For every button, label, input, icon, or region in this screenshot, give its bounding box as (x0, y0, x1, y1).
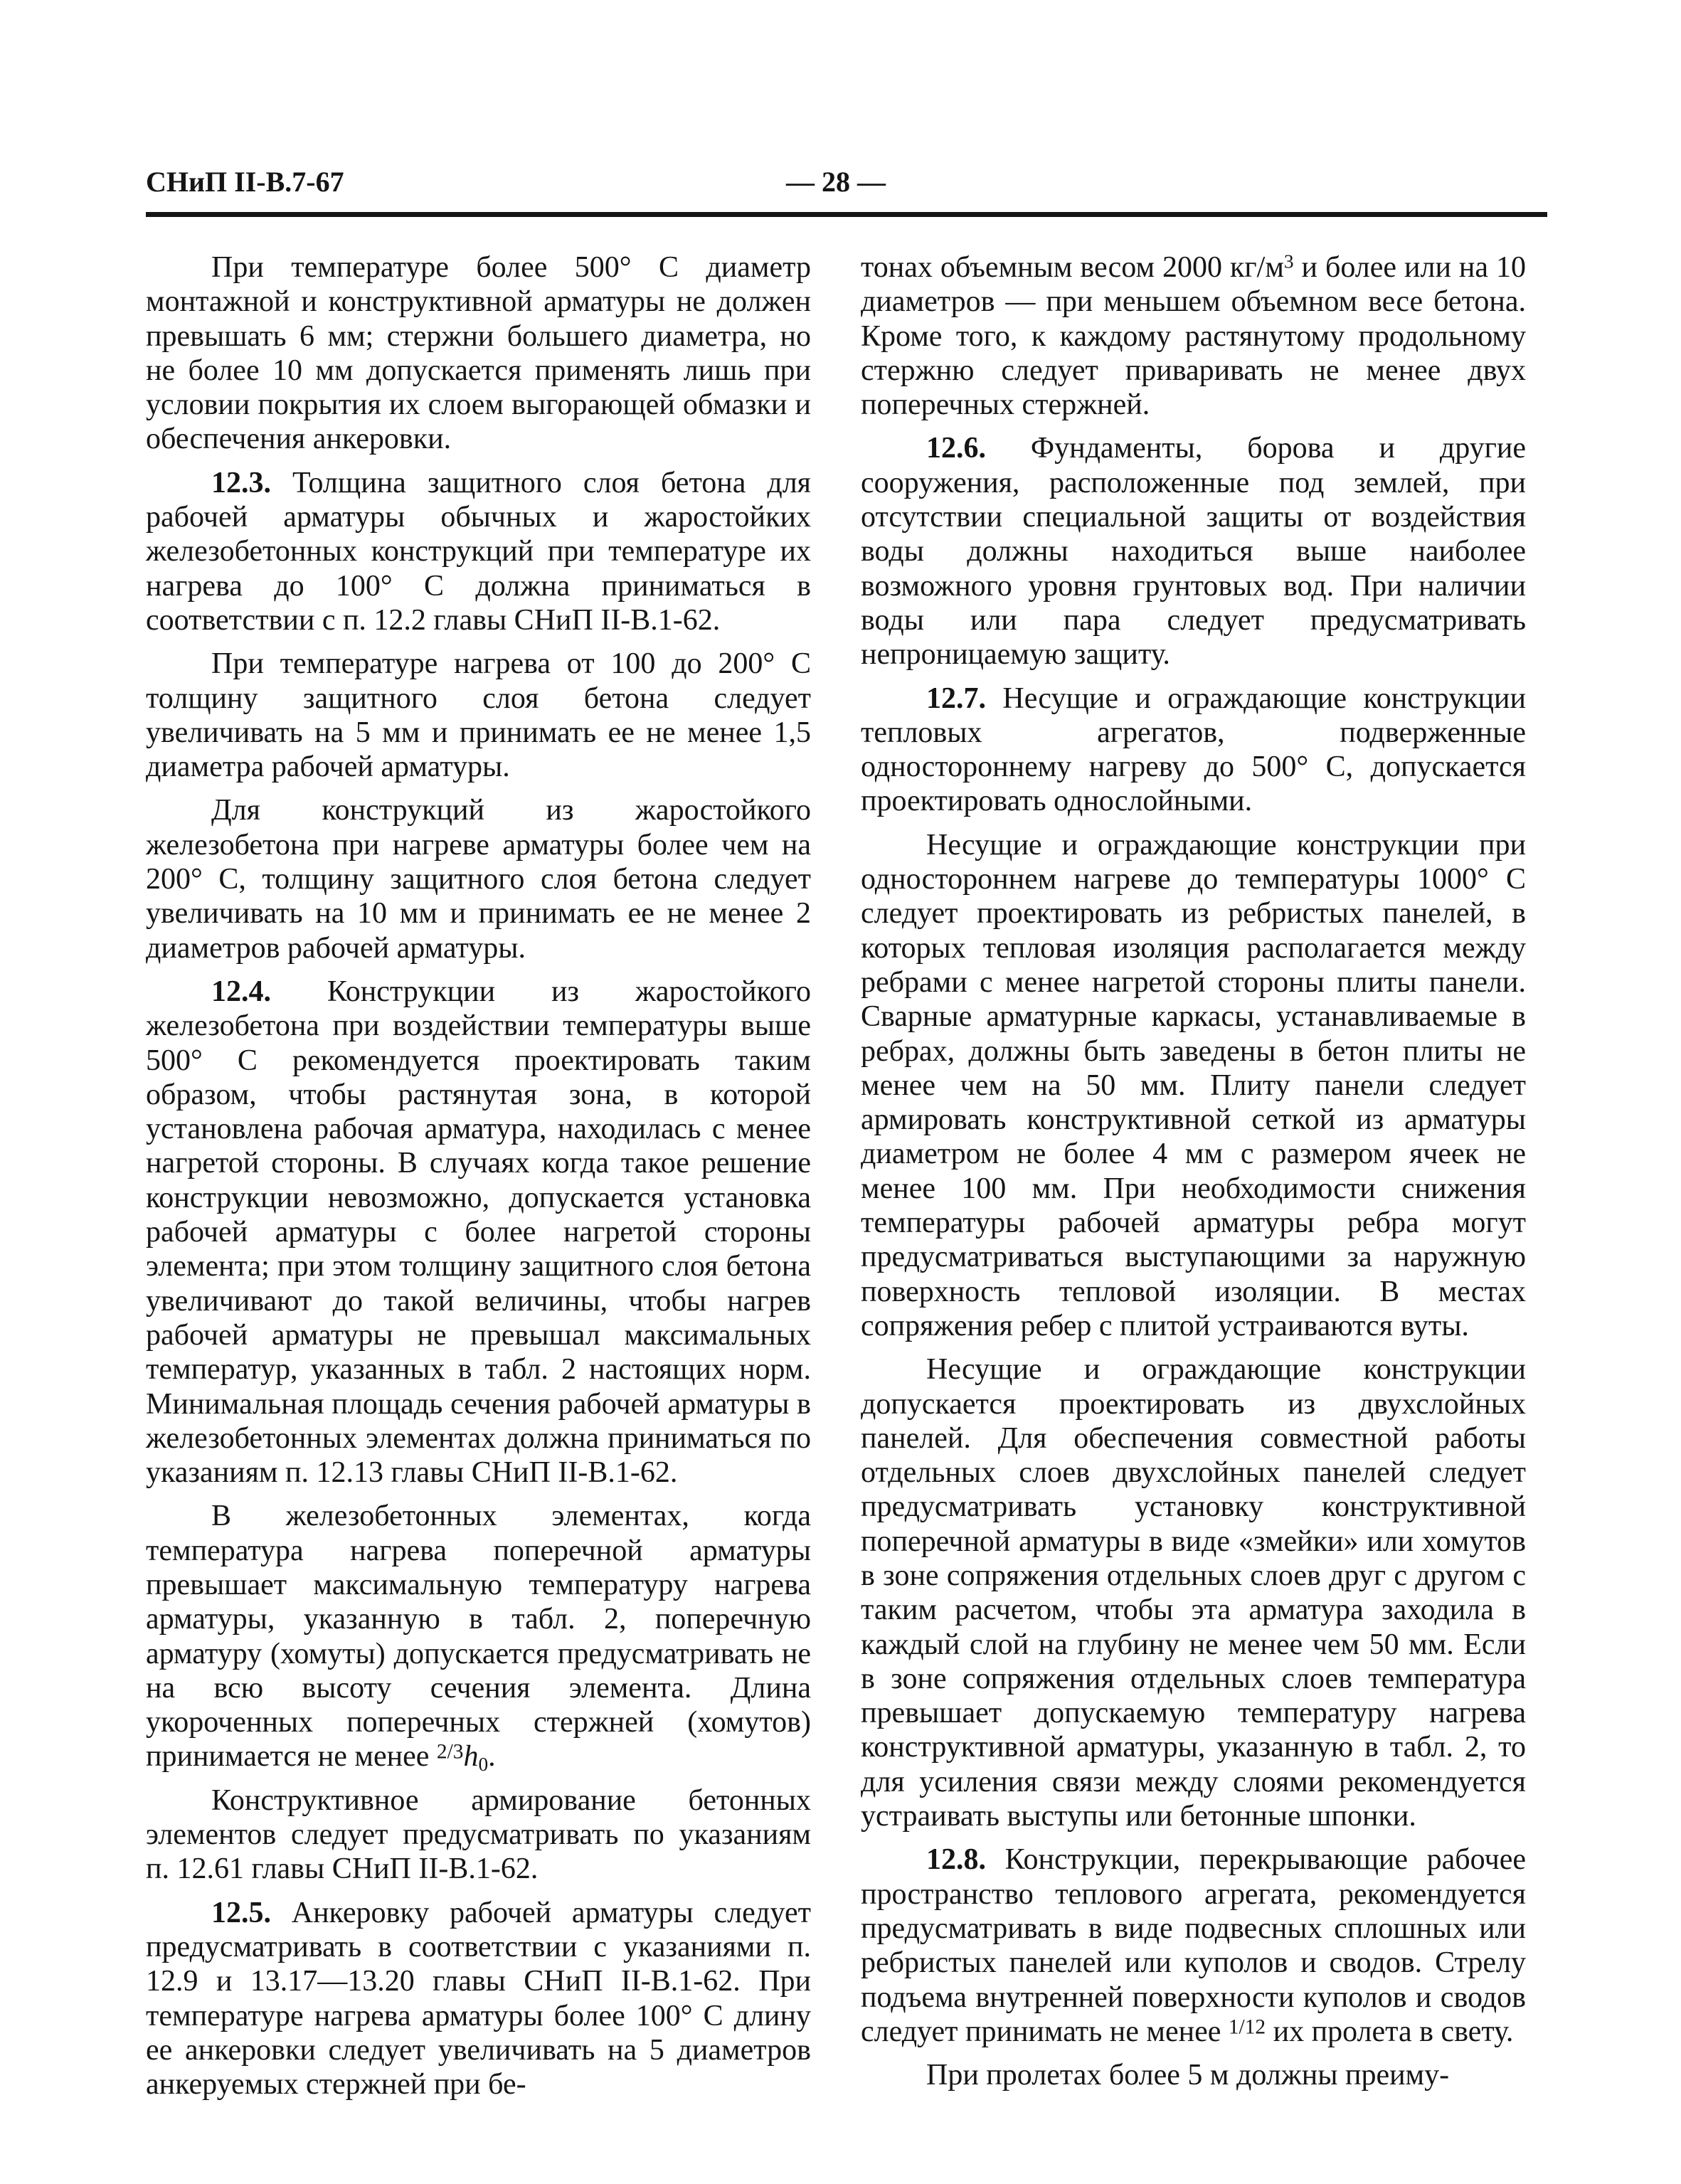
clause-number: 12.7. (926, 682, 986, 715)
clause-number: 12.6. (926, 432, 986, 465)
left-text-column (146, 250, 811, 2101)
paragraph (146, 975, 811, 1490)
paragraph-text: При температуре более 500° С диаметр монтажной и конструктивной арматуры не должен превышать 6 мм; стержни большего диаметра, но не более 10 мм допускается применять лишь при условии покрытия их слоем выгорающей обмазки и обеспечения анкеровки. (146, 251, 811, 456)
paragraph-text: В железобетонных элементах, когда температура нагрева поперечной арматуры превышает максимальную температуру нагрева арматуры, указанную в табл. 2, поперечную арматуру (хомуты) допускается предусматривать не на всю высоту сечения элемента. Длина укороченных поперечных стержней (хомутов) принимается не менее (146, 1500, 811, 1774)
paragraph-text: тонах объемным весом 2000 кг/м (861, 251, 1284, 284)
paragraph-tail: . (488, 1740, 496, 1774)
subscript: 0 (478, 1754, 489, 1776)
paragraph-text: Анкеровку рабочей арматуры следует предусматривать в соответствии с указаниями п. 12.9 и 13.17—13.20 главы СНиП II-В.1-62. При температуре нагрева арматуры более 100° С длину ее анкеровки следует увеличивать на 5 диаметров анкеруемых стержней при бе- (146, 1896, 811, 2101)
paragraph-text: Конструкции, перекрывающие рабочее пространство теплового агрегата, рекомендуется предусматривать в виде подвесных сплошных или ребристых панелей или куполов и сводов. Стрелу подъема внутренней поверхности куполов и сводов следует принимать не менее (861, 1843, 1526, 2048)
paragraph (146, 1896, 811, 2102)
paragraph-text: Для конструкций из жаростойкого железобетона при нагреве арматуры более чем на 200° С, толщину защитного слоя бетона следует увеличивать на 10 мм и принимать ее не менее 2 диаметров рабочей арматуры. (146, 794, 811, 965)
paragraph-text: Несущие и ограждающие конструкции тепловых агрегатов, подверженные одностороннему нагреву до 500° С, допускается проектировать однослойными. (861, 682, 1526, 818)
paragraph-text: Конструктивное армирование бетонных элементов следует предусматривать по указаниям п. 12.61 главы СНиП II-В.1-62. (146, 1783, 811, 1886)
paragraph (146, 647, 811, 784)
paragraph (146, 250, 811, 457)
paragraph (861, 2058, 1526, 2092)
superscript: 3 (1283, 250, 1294, 272)
document-code: СНиП II-В.7-67 (146, 166, 344, 198)
paragraph (861, 1352, 1526, 1833)
page-number: — 28 — (786, 166, 886, 198)
paragraph (861, 682, 1526, 819)
paragraph (146, 1783, 811, 1887)
paragraph-text: При температуре нагрева от 100 до 200° С толщину защитного слоя бетона следует увеличивать на 5 мм и принимать ее не менее 1,5 диаметра рабочей арматуры. (146, 647, 811, 784)
page-header (146, 162, 1547, 217)
paragraph-text: Несущие и ограждающие конструкции при одностороннем нагреве до температуры 1000° С следует проектировать из ребристых панелей, в которых тепловая изоляция располагается между ребрами с менее нагретой стороны плиты панели. Сварные арматурные каркасы, устанавливаемые в ребрах, должны быть заведены в бетон плиты не менее чем на 50 мм. Плиту панели следует армировать конструктивной сеткой из арматуры диаметром не более 4 мм с размером ячеек не менее 100 мм. При необходимости снижения температуры рабочей арматуры ребра могут предусматриваться выступающими за наружную поверхность тепловой изоляции. В местах сопряжения ребер с плитой устраиваются вуты. (861, 828, 1526, 1342)
math-symbol: h (463, 1740, 479, 1774)
paragraph (146, 1499, 811, 1774)
paragraph-text: Толщина защитного слоя бетона для рабочей арматуры обычных и жаростойких железобетонных конструкций при температуре их нагрева до 100° С должна приниматься в соответствии с п. 12.2 главы СНиП II-В.1-62. (146, 466, 811, 637)
fraction: 2/3 (436, 1741, 464, 1764)
paragraph (146, 793, 811, 965)
paragraph-text: При пролетах более 5 м должны преиму- (926, 2059, 1450, 2092)
clause-number: 12.3. (211, 466, 271, 499)
fraction: 1/12 (1228, 2015, 1266, 2039)
clause-number: 12.4. (211, 975, 271, 1008)
paragraph-text: Фундаменты, борова и другие сооружения, расположенные под землей, при отсутствии специальной защиты от воздействия воды должны находиться выше наиболее возможного уровня грунтовых вод. При наличии воды или пара следует предусматривать непроницаемую защиту. (861, 432, 1526, 672)
paragraph (861, 250, 1526, 422)
paragraph-tail: их пролета в свету. (1266, 2015, 1514, 2048)
paragraph-text: Несущие и ограждающие конструкции допускается проектировать из двухслойных панелей. Для обеспечения совместной работы отдельных слоев двухслойных панелей следует предусматривать установку конструктивной поперечной арматуры в виде «змейки» или хомутов в зоне сопряжения отдельных слоев друг с другом с таким расчетом, чтобы эта арматура заходила в каждый слой на глубину не менее чем 50 мм. Если в зоне сопряжения отдельных слоев температура превышает допускаемую температуру нагрева конструктивной арматуры, указанную в табл. 2, то для усиления связи между слоями рекомендуется устраивать выступы или бетонные шпонки. (861, 1353, 1526, 1833)
paragraph (861, 431, 1526, 672)
paragraph-tail: и более или на 10 диаметров — при меньшем объемном весе бетона. Кроме того, к каждому растянутому продольному стержню следует приваривать не менее двух поперечных стержней. (861, 251, 1526, 422)
clause-number: 12.8. (926, 1843, 986, 1877)
paragraph (861, 828, 1526, 1343)
paragraph (146, 466, 811, 637)
right-text-column (861, 250, 1526, 2092)
paragraph-text: Конструкции из жаростойкого железобетона при воздействии температуры выше 500° С рекомендуется проектировать таким образом, чтобы растянутая зона, в которой установлена рабочая арматура, находилась с менее нагретой стороны. В случаях когда такое решение конструкции невозможно, допускается установка рабочей арматуры с более нагретой стороны элемента; при этом толщину защитного слоя бетона увеличивают до такой величины, чтобы нагрев рабочей арматуры не превышал максимальных температур, указанных в табл. 2 настоящих норм. Минимальная площадь сечения рабочей арматуры в железобетонных элементах должна приниматься по указаниям п. 12.13 главы СНиП II-В.1-62. (146, 975, 811, 1490)
clause-number: 12.5. (211, 1896, 271, 1929)
paragraph (861, 1843, 1526, 2049)
